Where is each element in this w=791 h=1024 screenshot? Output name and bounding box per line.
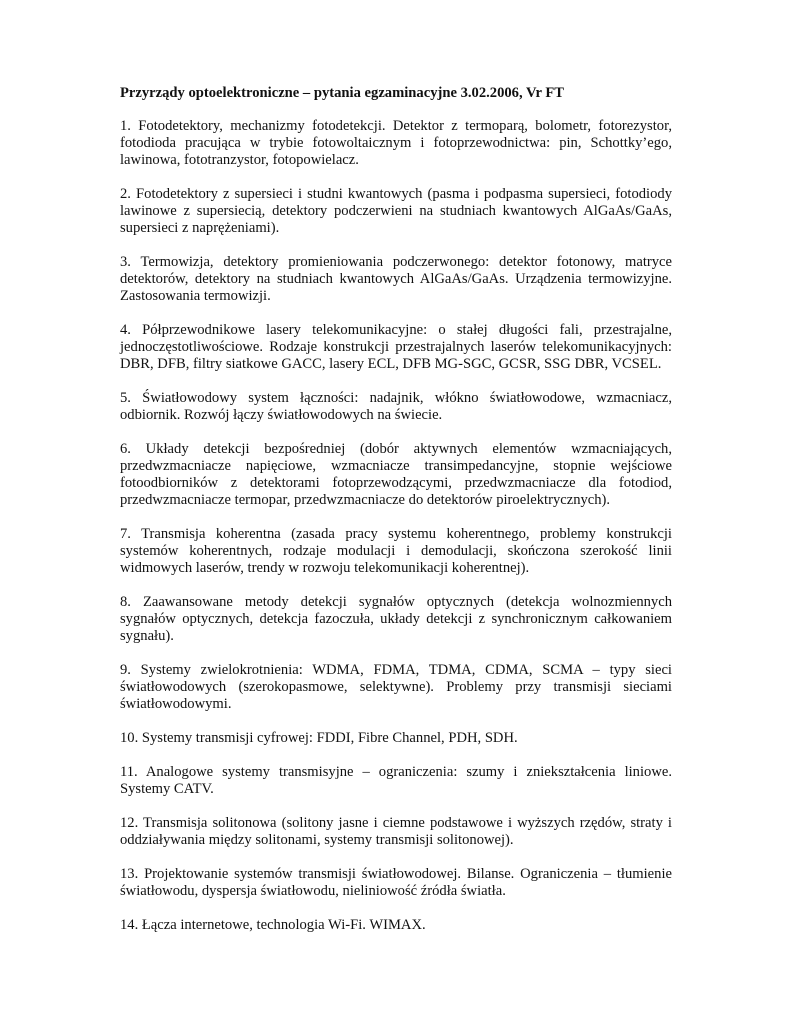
question-list: [120, 118, 672, 934]
document-title: Przyrządy optoelektroniczne – pytania egzaminacyjne 3.02.2006, Vr FT: [120, 85, 564, 101]
question-item-7: 7. Transmisja koherentna (zasada pracy systemu koherentnego, problemy konstrukcji systemów koherentnych, rodzaje modulacji i demodulacji, skończona szerokość linii widmowych laserów, trendy w rozwoju telekomunikacji koherentnej).: [120, 526, 672, 576]
question-item-13: 13. Projektowanie systemów transmisji światłowodowej. Bilanse. Ograniczenia – tłumienie światłowodu, dyspersja światłowodu, nieliniowość źródła światła.: [120, 866, 672, 899]
question-item-10: 10. Systemy transmisji cyfrowej: FDDI, Fibre Channel, PDH, SDH.: [120, 730, 518, 746]
question-item-4: 4. Półprzewodnikowe lasery telekomunikacyjne: o stałej długości fali, przestrajalne, jednoczęstotliwościowe. Rodzaje konstrukcji przestrajalnych laserów telekomunikacyjnych: DBR, DFB, filtry siatkowe GACC, lasery ECL, DFB MG-SGC, GCSR, SSG DBR, VCSEL.: [120, 322, 672, 372]
question-item-8: 8. Zaawansowane metody detekcji sygnałów optycznych (detekcja wolnozmiennych sygnałów optycznych, detekcja fazoczuła, układy detekcji z synchronicznym całkowaniem sygnału).: [120, 594, 672, 644]
question-item-2: 2. Fotodetektory z supersieci i studni kwantowych (pasma i podpasma supersieci, fotodiody lawinowe z supersiecią, detektory podczerwieni na studniach kwantowych AlGaAs/GaAs, supersieci z naprężeniami).: [120, 186, 672, 236]
document-page: [120, 85, 672, 951]
question-item-9: 9. Systemy zwielokrotnienia: WDMA, FDMA, TDMA, CDMA, SCMA – typy sieci światłowodowych (szerokopasmowe, selektywne). Problemy przy transmisji sieciami światłowodowymi.: [120, 662, 672, 712]
question-item-1: 1. Fotodetektory, mechanizmy fotodetekcji. Detektor z termoparą, bolometr, fotorezystor, fotodioda pracująca w trybie fotowoltaicznym i fotoprzewodnictwa: pin, Schottky’ego, lawinowa, fototranzystor, fotopowielacz.: [120, 118, 672, 168]
question-item-14: 14. Łącza internetowe, technologia Wi-Fi. WIMAX.: [120, 917, 426, 933]
question-item-5: 5. Światłowodowy system łączności: nadajnik, włókno światłowodowe, wzmacniacz, odbiornik. Rozwój łączy światłowodowych na świecie.: [120, 390, 672, 423]
question-item-3: 3. Termowizja, detektory promieniowania podczerwonego: detektor fotonowy, matryce detektorów, detektory na studniach kwantowych AlGaAs/GaAs. Urządzenia termowizyjne. Zastosowania termowizji.: [120, 254, 672, 304]
question-item-6: 6. Układy detekcji bezpośredniej (dobór aktywnych elementów wzmacniających, przedwzmacniacze napięciowe, wzmacniacze transimpedancyjne, stopnie wejściowe fotoodbiorników z detektorami fotoprzewodzącymi, przedwzmacniacze dla fotodiod, przedwzmacniacze termopar, przedwzmacniacze do detektorów piroelektrycznych).: [120, 441, 672, 508]
question-item-11: 11. Analogowe systemy transmisyjne – ograniczenia: szumy i zniekształcenia liniowe. Systemy CATV.: [120, 764, 672, 797]
question-item-12: 12. Transmisja solitonowa (solitony jasne i ciemne podstawowe i wyższych rzędów, straty i oddziaływania między solitonami, systemy transmisji solitonowej).: [120, 815, 672, 848]
